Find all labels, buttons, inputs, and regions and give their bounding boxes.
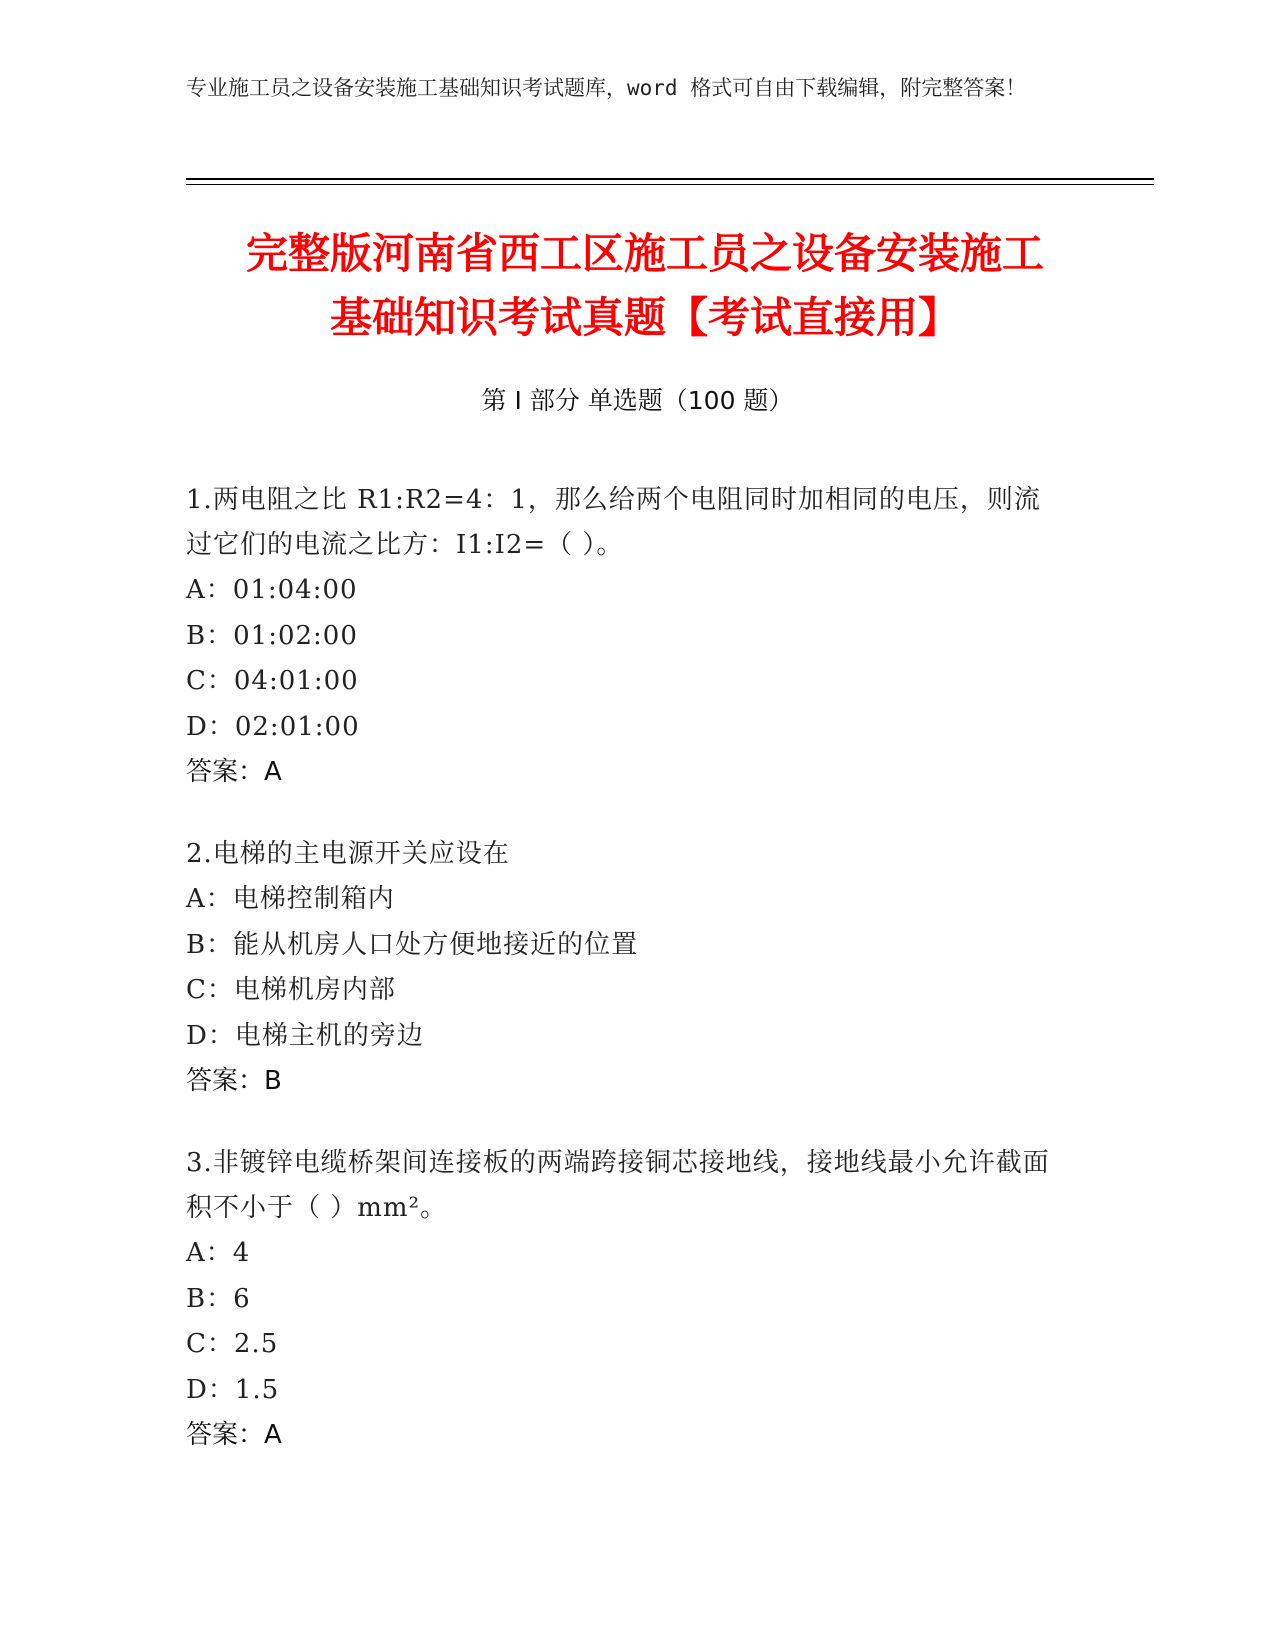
option-b: B：6 [186, 1283, 251, 1314]
question-2 [186, 832, 1066, 1104]
option-a: A：4 [186, 1238, 251, 1268]
option-d: D：1.5 [186, 1374, 280, 1405]
option-a: A：电梯控制箱内 [186, 884, 395, 914]
question-3 [186, 1141, 1066, 1458]
option-d: D：电梯主机的旁边 [186, 1020, 424, 1051]
question-1 [186, 478, 1066, 795]
option-b: B：01:02:00 [186, 620, 358, 651]
document-title-line-1: 完整版河南省西工区施工员之设备安装施工 [245, 229, 1044, 278]
option-d: D：02:01:00 [186, 711, 360, 742]
question-stem: 1.两电阻之比 R1:R2=4：1，那么给两个电阻同时加相同的电压，则流过它们的电流之比方：I1:I2=（ ）。 [186, 485, 1041, 560]
option-a: A：01:04:00 [186, 575, 358, 605]
option-c: C：2.5 [186, 1329, 279, 1359]
header-rule-thin [186, 184, 1154, 185]
answer: 答案：B [186, 1066, 282, 1096]
section-title: 第 I 部分 单选题（100 题） [481, 386, 794, 415]
answer: 答案：A [186, 757, 282, 787]
option-b: B：能从机房人口处方便地接近的位置 [186, 929, 639, 960]
document-title-line-2: 基础知识考试真题【考试直接用】 [329, 293, 960, 342]
question-list [186, 478, 1066, 1495]
option-c: C：04:01:00 [186, 666, 359, 696]
header-note: 专业施工员之设备安装施工基础知识考试题库，word 格式可自由下载编辑，附完整答案！ [186, 76, 1027, 100]
document-title [160, 222, 1130, 350]
option-c: C：电梯机房内部 [186, 975, 396, 1005]
question-stem: 2.电梯的主电源开关应设在 [186, 839, 510, 869]
answer: 答案：A [186, 1420, 282, 1450]
header-rule-thick [186, 178, 1154, 180]
question-stem: 3.非镀锌电缆桥架间连接板的两端跨接铜芯接地线，接地线最小允许截面积不小于（ ）mm²。 [186, 1148, 1050, 1223]
